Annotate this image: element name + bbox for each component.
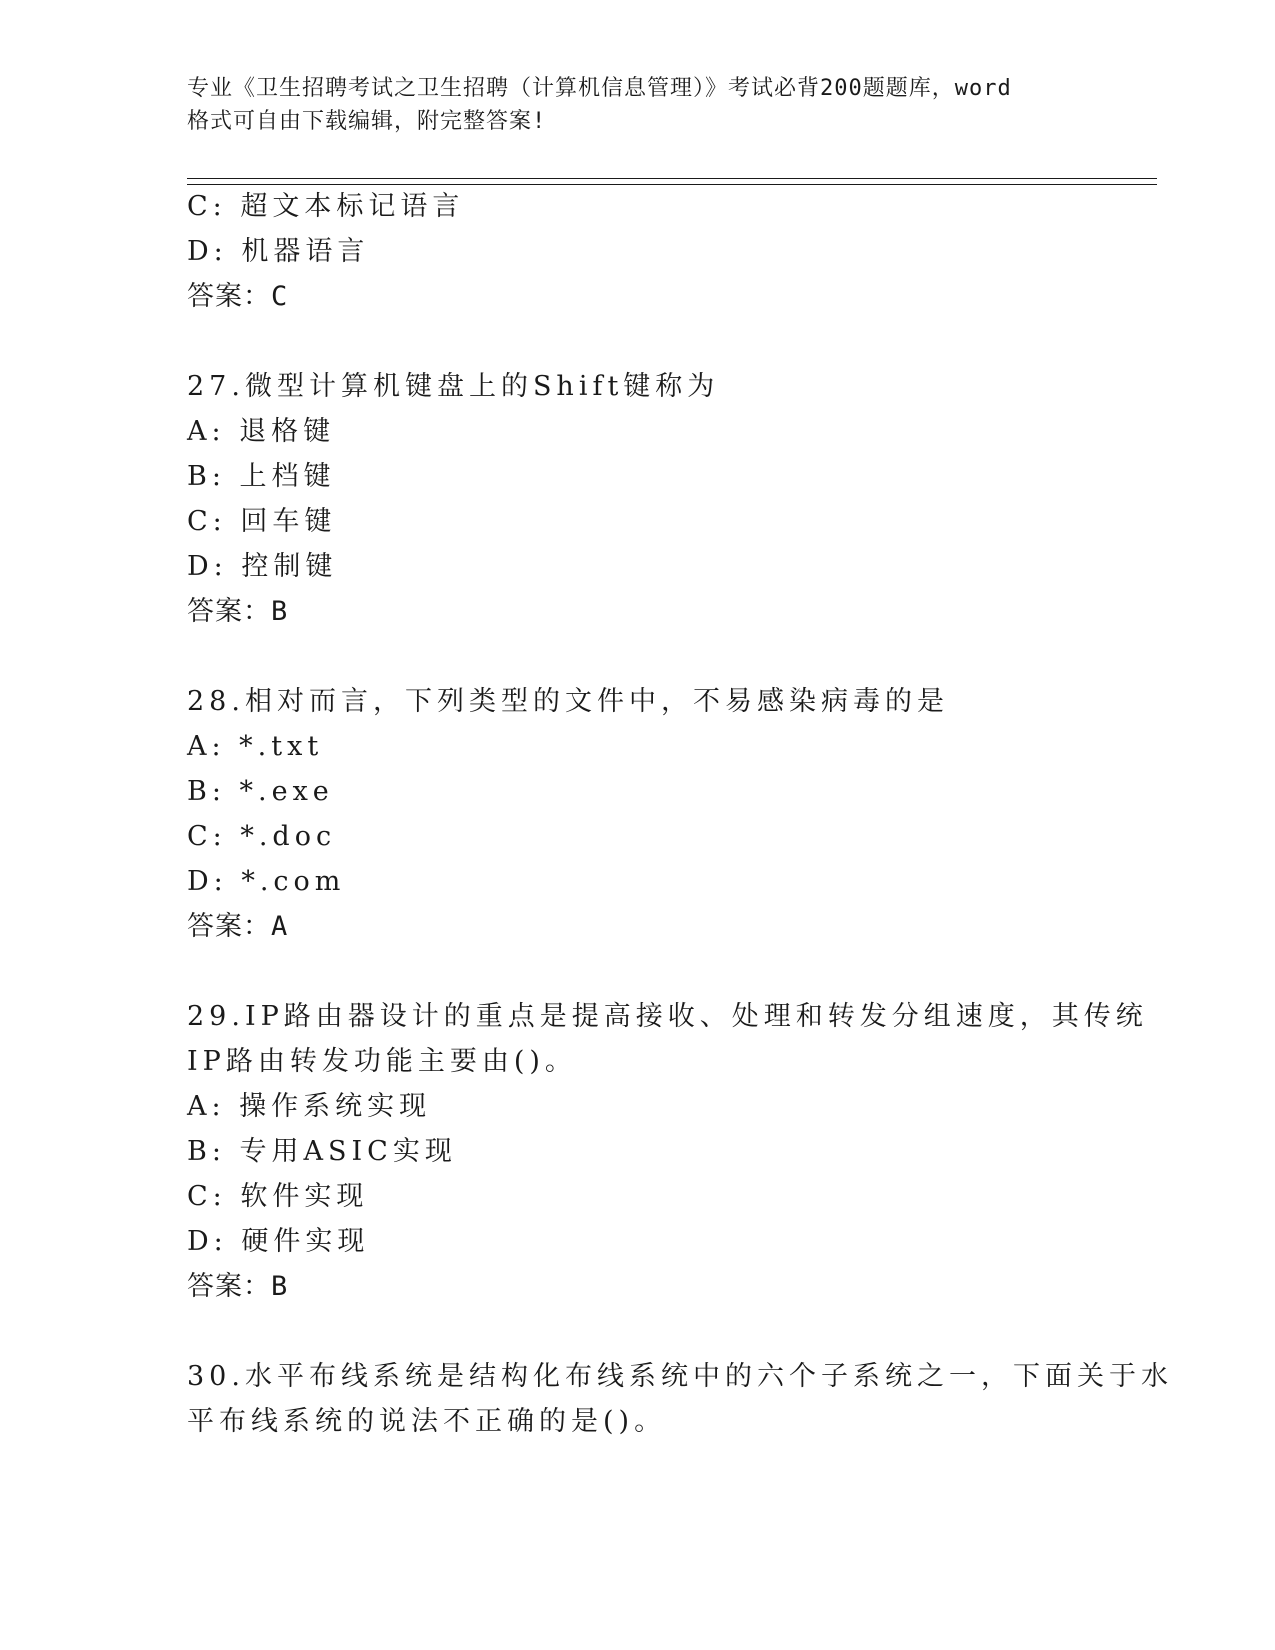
q29-option-c: C: 软件实现 — [187, 1181, 369, 1212]
q30-question-line-2: 平布线系统的说法不正确的是()。 — [187, 1406, 667, 1437]
q27-option-a: A: 退格键 — [187, 416, 336, 447]
header-divider-top — [187, 178, 1157, 179]
q27-option-d: D: 控制键 — [187, 551, 338, 582]
q27-option-b: B: 上档键 — [187, 461, 336, 492]
q28-option-c: C: *.doc — [187, 821, 337, 852]
q29-option-d: D: 硬件实现 — [187, 1226, 370, 1257]
q26-option-d: D: 机器语言 — [187, 236, 370, 267]
q28-question: 28.相对而言，下列类型的文件中，不易感染病毒的是 — [187, 686, 949, 717]
q29-answer: 答案：B — [187, 1271, 289, 1302]
q26-option-c: C: 超文本标记语言 — [187, 191, 465, 222]
q26-answer: 答案：C — [187, 281, 289, 312]
q28-option-a: A: *.txt — [187, 731, 324, 762]
q29-question-line-2: IP路由转发功能主要由()。 — [187, 1046, 577, 1077]
q28-option-b: B: *.exe — [187, 776, 334, 807]
header-line-2: 格式可自由下载编辑，附完整答案! — [187, 109, 547, 134]
header-divider-bottom — [187, 184, 1157, 185]
q27-question: 27.微型计算机键盘上的Shift键称为 — [187, 371, 720, 402]
q28-answer: 答案：A — [187, 911, 289, 942]
q27-option-c: C: 回车键 — [187, 506, 337, 537]
document-header — [187, 72, 1097, 138]
q30-question-line-1: 30.水平布线系统是结构化布线系统中的六个子系统之一，下面关于水 — [187, 1361, 1173, 1392]
q29-question-line-1: 29.IP路由器设计的重点是提高接收、处理和转发分组速度，其传统 — [187, 1001, 1148, 1032]
q29-option-a: A: 操作系统实现 — [187, 1091, 432, 1122]
header-line-1: 专业《卫生招聘考试之卫生招聘（计算机信息管理）》考试必背200题题库，word — [187, 76, 1012, 101]
q28-option-d: D: *.com — [187, 866, 346, 897]
q29-option-b: B: 专用ASIC实现 — [187, 1136, 457, 1167]
q27-answer: 答案：B — [187, 596, 289, 627]
